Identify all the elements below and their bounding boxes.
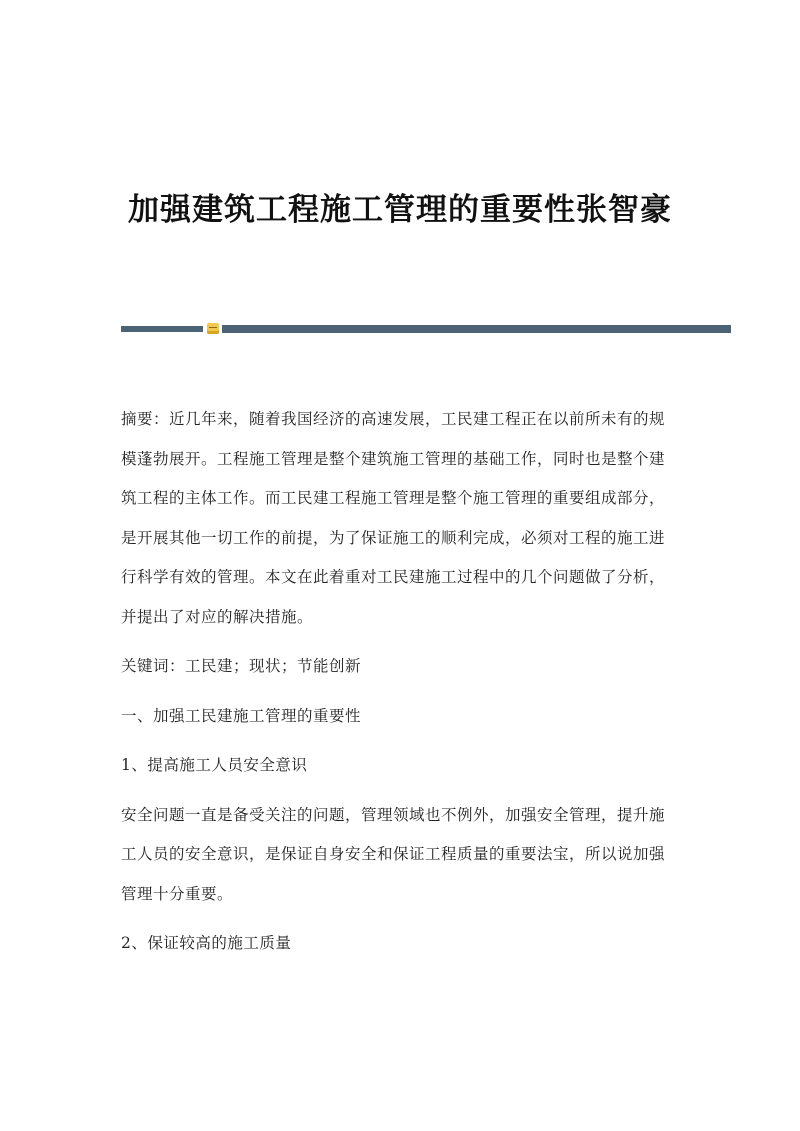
abstract-line: 并提出了对应的解决措施。 xyxy=(121,607,314,626)
subsection-paragraph xyxy=(121,796,681,915)
document-body xyxy=(121,400,681,964)
title-divider xyxy=(121,325,731,333)
paragraph-line: 工人员的安全意识，是保证自身安全和保证工程质量的重要法宝，所以说加强 xyxy=(121,845,666,863)
section-heading: 一、加强工民建施工管理的重要性 xyxy=(121,706,362,725)
abstract-line: 模蓬勃展开。工程施工管理是整个建筑施工管理的基础工作，同时也是整个建 xyxy=(121,449,666,468)
keywords: 关键词：工民建；现状；节能创新 xyxy=(121,657,362,675)
paragraph-line: 安全问题一直是备受关注的问题，管理领域也不例外，加强安全管理，提升施 xyxy=(121,805,666,824)
subsection-heading: 2、保证较高的施工质量 xyxy=(121,934,292,952)
paragraph-line: 管理十分重要。 xyxy=(121,884,234,903)
envelope-icon xyxy=(207,323,219,334)
abstract xyxy=(121,400,681,637)
abstract-line: 行科学有效的管理。本文在此着重对工民建施工过程中的几个问题做了分析， xyxy=(121,568,666,586)
abstract-line: 摘要：近几年来，随着我国经济的高速发展，工民建工程正在以前所未有的规 xyxy=(121,410,666,428)
divider-right-bar xyxy=(222,325,731,333)
subsection-heading: 1、提高施工人员安全意识 xyxy=(121,756,308,774)
abstract-line: 筑工程的主体工作。而工民建工程施工管理是整个施工管理的重要组成部分， xyxy=(121,489,666,507)
abstract-line: 是开展其他一切工作的前提，为了保证施工的顺利完成，必须对工程的施工进 xyxy=(121,528,666,547)
divider-left-bar xyxy=(121,326,203,332)
document-title: 加强建筑工程施工管理的重要性张智豪 xyxy=(128,192,672,228)
